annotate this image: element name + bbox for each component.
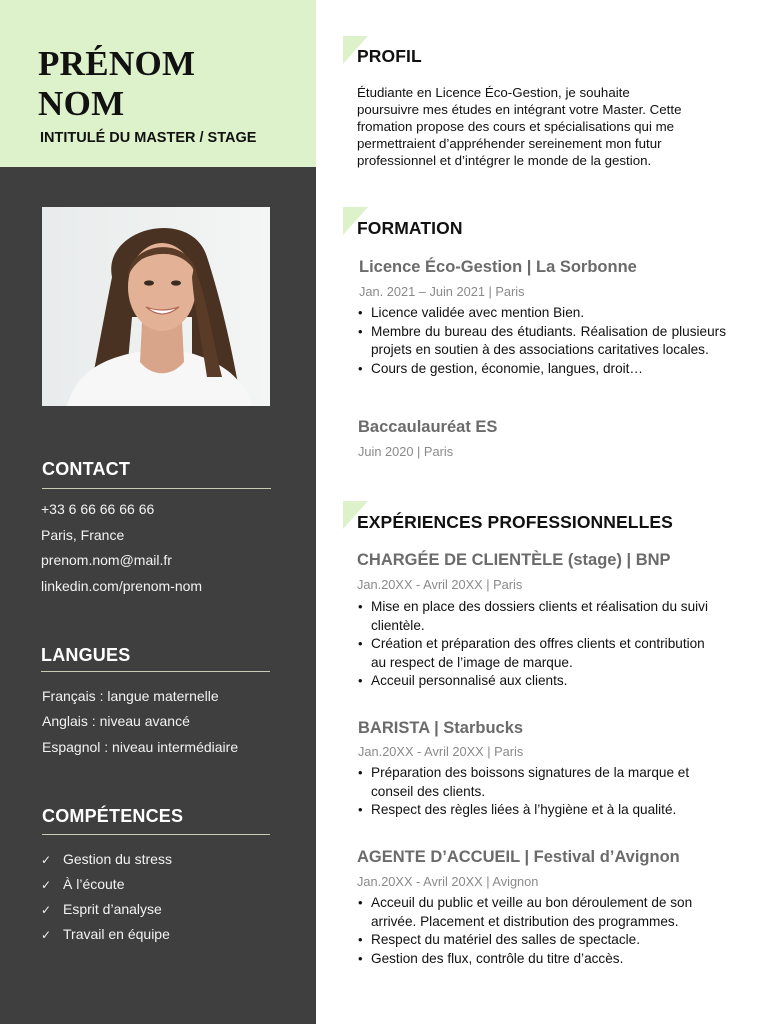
experience-bullets — [358, 894, 723, 968]
profil-line: permettraient d’appréhender sereinement mon futur — [357, 136, 662, 151]
check-icon: ✓ — [41, 878, 52, 892]
check-icon: ✓ — [41, 853, 52, 867]
experience-bullets — [358, 764, 728, 820]
skill-item — [41, 876, 124, 892]
bullet-item: • Création et préparation des offres clients et contribution au respect de l’image de marque. — [358, 635, 723, 672]
check-icon: ✓ — [41, 928, 52, 942]
langues-heading: LANGUES — [41, 645, 131, 665]
experiences-heading: EXPÉRIENCES PROFESSIONNELLES — [357, 512, 673, 532]
bullet-item: • Membre du bureau des étudiants. Réalisation de plusieurs projets en soutien à des associations caritatives locales. — [358, 323, 726, 360]
experience-title: CHARGÉE DE CLIENTÈLE (stage) | BNP — [357, 551, 671, 569]
bullet-item: • Respect du matériel des salles de spectacle. — [358, 931, 723, 950]
profile-photo — [42, 207, 270, 406]
formation-heading: FORMATION — [357, 218, 463, 238]
portrait-icon — [42, 207, 270, 406]
langues-divider — [41, 671, 270, 672]
experience-title: BARISTA | Starbucks — [358, 719, 524, 737]
experience-meta: Jan.20XX - Avril 20XX | Paris — [357, 577, 523, 592]
contact-heading: CONTACT — [42, 459, 131, 479]
check-icon: ✓ — [41, 903, 52, 917]
bullet-item: • Gestion des flux, contrôle du titre d’accès. — [358, 950, 723, 969]
bullet-item: • Cours de gestion, économie, langues, droit… — [358, 360, 726, 379]
profil-text — [357, 84, 735, 169]
bullet-item: • Mise en place des dossiers clients et réalisation du suivi clientèle. — [358, 598, 723, 635]
candidate-name — [38, 44, 195, 124]
contact-divider — [42, 488, 271, 489]
experience-title: AGENTE D’ACCUEIL | Festival d’Avignon — [357, 848, 680, 866]
name-header — [0, 0, 316, 167]
profil-heading: PROFIL — [357, 46, 422, 66]
skill-label: Gestion du stress — [63, 851, 172, 867]
formation-title: Licence Éco-Gestion | La Sorbonne — [359, 258, 637, 276]
first-name: PRÉNOM — [38, 44, 196, 83]
profil-line: professionnel et d’intégrer le monde de la gestion. — [357, 153, 652, 168]
formation-bullets — [358, 304, 726, 378]
language-item: Français : langue maternelle — [42, 688, 219, 704]
profil-line: fromation propose des cours et spécialisations qui me — [357, 119, 675, 134]
skill-item — [41, 851, 172, 867]
job-title: INTITULÉ DU MASTER / STAGE — [40, 130, 257, 146]
formation-meta: Juin 2020 | Paris — [358, 444, 454, 459]
profil-line: Étudiante en Licence Éco-Gestion, je souhaite — [357, 85, 630, 100]
skill-item — [41, 901, 162, 917]
bullet-item: • Acceuil personnalisé aux clients. — [358, 672, 723, 691]
bullet-item: • Acceuil du public et veille au bon déroulement de son arrivée. Placement et distribution des programmes. — [358, 894, 723, 931]
formation-title: Baccaulauréat ES — [358, 418, 498, 436]
skill-label: Esprit d’analyse — [63, 901, 162, 917]
competences-divider — [42, 834, 270, 835]
bullet-item: • Respect des règles liées à l’hygiène et à la qualité. — [358, 801, 728, 820]
contact-city: Paris, France — [41, 527, 125, 543]
language-item: Espagnol : niveau intermédiaire — [42, 739, 239, 755]
experience-bullets — [358, 598, 723, 691]
experience-meta: Jan.20XX - Avril 20XX | Paris — [358, 744, 524, 759]
skill-label: À l’écoute — [63, 876, 125, 892]
skill-item — [41, 926, 170, 942]
contact-phone: +33 6 66 66 66 66 — [41, 501, 155, 517]
bullet-item: • Licence validée avec mention Bien. — [358, 304, 726, 323]
contact-linkedin[interactable]: linkedin.com/prenom-nom — [41, 578, 203, 594]
bullet-item: • Préparation des boissons signatures de la marque et conseil des clients. — [358, 764, 728, 801]
skill-label: Travail en équipe — [63, 926, 170, 942]
formation-meta: Jan. 2021 – Juin 2021 | Paris — [359, 284, 525, 299]
contact-email[interactable]: prenom.nom@mail.fr — [41, 552, 172, 568]
experience-meta: Jan.20XX - Avril 20XX | Avignon — [357, 874, 539, 889]
profil-line: poursuivre mes études en intégrant votre Master. Cette — [357, 102, 682, 117]
last-name: NOM — [38, 84, 125, 123]
competences-heading: COMPÉTENCES — [42, 806, 184, 826]
language-item: Anglais : niveau avancé — [42, 713, 190, 729]
